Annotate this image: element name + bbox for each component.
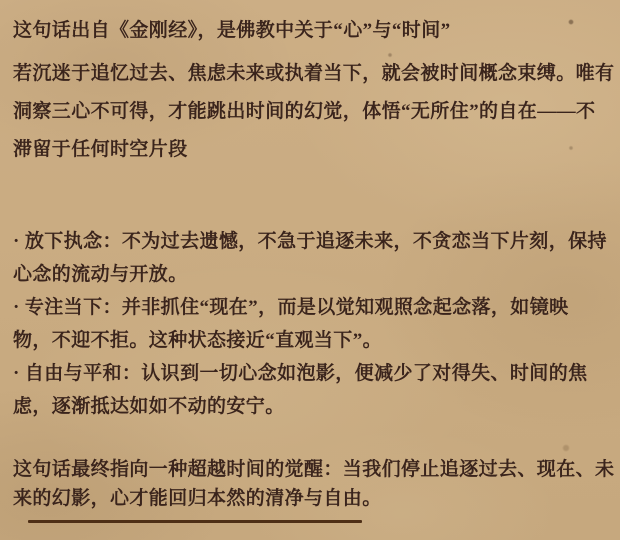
body-line: 滞留于任何时空片段 [13,139,188,160]
bullet-item-focus-present [13,291,606,357]
bullet-line: 虑，逐渐抵达如如不动的安宁。 [13,396,285,417]
divider-underline [28,520,362,523]
bullet-line: 物，不迎不拒。这种状态接近“直观当下”。 [13,330,383,351]
bullet-list [13,225,606,423]
bullet-item-freedom-peace [13,357,606,423]
bullet-item-release-attachment [13,225,606,291]
body-line: 洞察三心不可得，才能跳出时间的幻觉，体悟“无所住”的自在——不 [13,101,596,122]
conclusion-paragraph [13,455,615,513]
intro-paragraph [13,12,606,50]
intro-line: 这句话出自《金刚经》，是佛教中关于“心”与“时间” [13,20,451,41]
bullet-line: · 放下执念：不为过去遗憾，不急于追逐未来，不贪恋当下片刻，保持 [13,231,607,252]
bullet-line: · 自由与平和：认识到一切心念如泡影，便减少了对得失、时间的焦 [13,363,588,384]
conclusion-line: 来的幻影，心才能回归本然的清净与自由。 [13,488,382,509]
body-paragraph [13,55,615,169]
body-line: 若沉迷于追忆过去、焦虑未来或执着当下，就会被时间概念束缚。唯有 [13,63,615,84]
conclusion-line: 这句话最终指向一种超越时间的觉醒：当我们停止追逐过去、现在、未 [13,459,615,480]
bullet-line: · 专注当下：并非抓住“现在”，而是以觉知观照念起念落，如镜映 [13,297,569,318]
bullet-line: 心念的流动与开放。 [13,264,188,285]
